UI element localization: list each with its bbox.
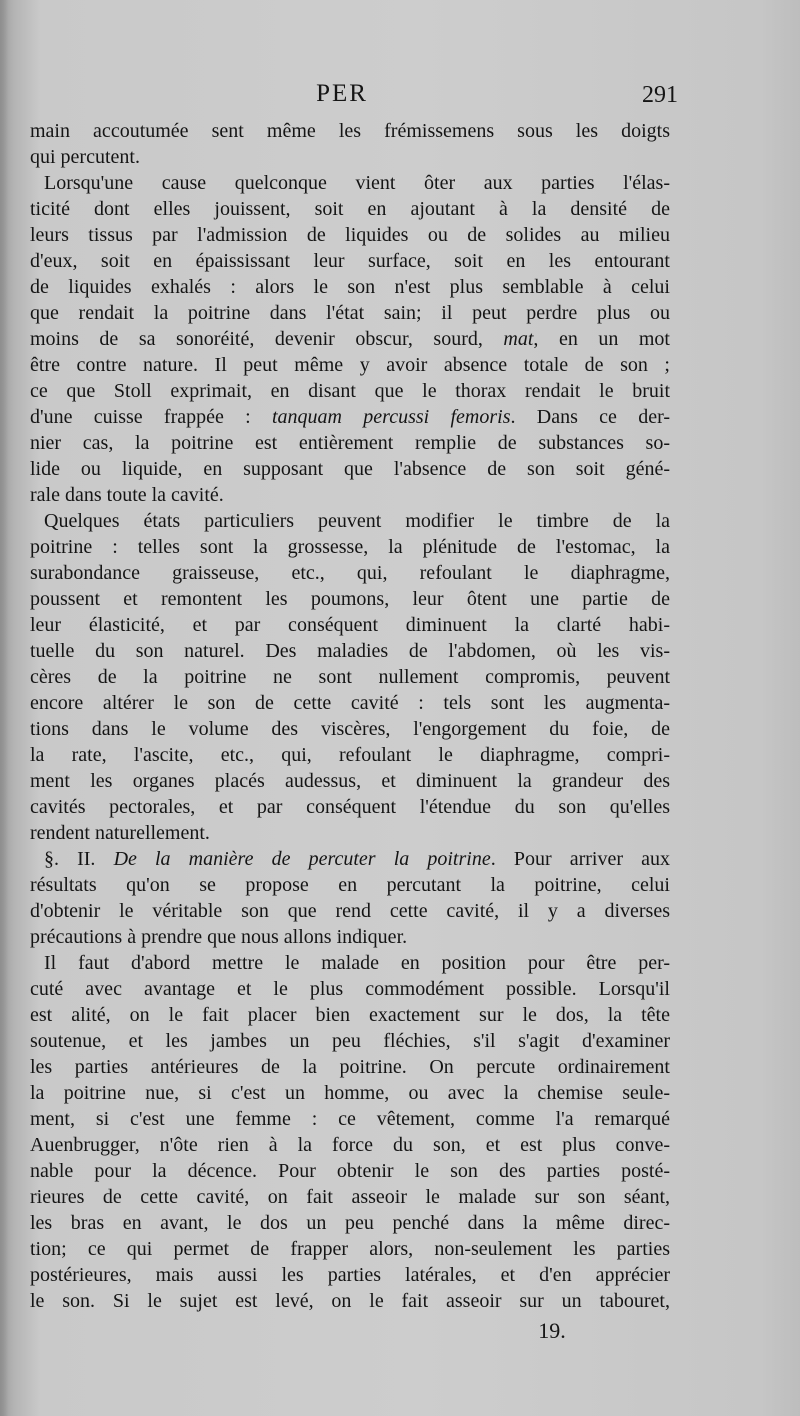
text-line: que rendait la poitrine dans l'état sain; il peut perdre plus ou	[30, 302, 670, 324]
text-line: rieures de cette cavité, on fait asseoir le malade sur son séant,	[30, 1186, 670, 1208]
text-line: ce que Stoll exprimait, en disant que le thorax rendait le bruit	[30, 380, 670, 402]
signature-mark: 19.	[538, 1318, 566, 1343]
text-line: les bras en avant, le dos un peu penché dans la même direc-	[30, 1212, 670, 1234]
text-line: leur élasticité, et par conséquent diminuent la clarté habi-	[30, 614, 670, 636]
body-text	[30, 118, 670, 1314]
text-line: nable pour la décence. Pour obtenir le son des parties posté-	[30, 1160, 670, 1182]
text-line: la rate, l'ascite, etc., qui, refoulant le diaphragme, compri-	[30, 744, 670, 766]
text-line: le son. Si le sujet est levé, on le fait asseoir sur un tabouret,	[30, 1290, 670, 1312]
text-line: d'eux, soit en épaississant leur surface, soit en les entourant	[30, 250, 670, 272]
page-header	[0, 80, 800, 114]
text-line: cavités pectorales, et par conséquent l'étendue du son qu'elles	[30, 796, 670, 818]
text-line: ticité dont elles jouissent, soit en ajoutant à la densité de	[30, 198, 670, 220]
text-line: poitrine : telles sont la grossesse, la plénitude de l'estomac, la	[30, 536, 670, 558]
text-line: postérieures, mais aussi les parties latérales, et d'en apprécier	[30, 1264, 670, 1286]
text-line: soutenue, et les jambes un peu fléchies, s'il s'agit d'examiner	[30, 1030, 670, 1052]
text-line: surabondance graisseuse, etc., qui, refoulant le diaphragme,	[30, 562, 670, 584]
text-line: poussent et remontent les poumons, leur ôtent une partie de	[30, 588, 670, 610]
text-line: précautions à prendre que nous allons indiquer.	[30, 926, 408, 948]
text-line: tion; ce qui permet de frapper alors, non-seulement les parties	[30, 1238, 670, 1260]
text-line: Il faut d'abord mettre le malade en position pour être per-	[44, 952, 670, 974]
text-line: lide ou liquide, en supposant que l'absence de son soit géné-	[30, 458, 670, 480]
text-line: les parties antérieures de la poitrine. On percute ordinairement	[30, 1056, 670, 1078]
page-gutter-shadow	[0, 0, 8, 1416]
text-line: leurs tissus par l'admission de liquides ou de solides au milieu	[30, 224, 670, 246]
text-line: cuté avec avantage et le plus commodément possible. Lorsqu'il	[30, 978, 670, 1000]
text-line: Lorsqu'une cause quelconque vient ôter aux parties l'élas-	[44, 172, 670, 194]
text-line: de liquides exhalés : alors le son n'est plus semblable à celui	[30, 276, 670, 298]
text-line: d'obtenir le véritable son que rend cette cavité, il y a diverses	[30, 900, 670, 922]
text-line: rale dans toute la cavité.	[30, 484, 224, 506]
text-line: tuelle du son naturel. Des maladies de l'abdomen, où les vis-	[30, 640, 670, 662]
running-head: PER	[316, 80, 368, 107]
text-line: cères de la poitrine ne sont nullement compromis, peuvent	[30, 666, 670, 688]
page-number: 291	[642, 82, 678, 108]
text-line: d'une cuisse frappée : tanquam percussi femoris. Dans ce der-	[30, 406, 670, 428]
text-line: la poitrine nue, si c'est un homme, ou avec la chemise seule-	[30, 1082, 670, 1104]
text-line: est alité, on le fait placer bien exactement sur le dos, la tête	[30, 1004, 670, 1026]
text-line: main accoutumée sent même les frémissemens sous les doigts	[30, 120, 670, 142]
text-line: rendent naturellement.	[30, 822, 210, 844]
text-line: résultats qu'on se propose en percutant la poitrine, celui	[30, 874, 670, 896]
text-line: être contre nature. Il peut même y avoir absence totale de son ;	[30, 354, 670, 376]
section-heading-line: §. II. De la manière de percuter la poitrine. Pour arriver aux	[44, 848, 670, 870]
text-line: Quelques états particuliers peuvent modifier le timbre de la	[44, 510, 670, 532]
text-line: tions dans le volume des viscères, l'engorgement du foie, de	[30, 718, 670, 740]
text-line: nier cas, la poitrine est entièrement remplie de substances so-	[30, 432, 670, 454]
text-line: ment les organes placés audessus, et diminuent la grandeur des	[30, 770, 670, 792]
text-line: encore altérer le son de cette cavité : tels sont les augmenta-	[30, 692, 670, 714]
text-line: ment, si c'est une femme : ce vêtement, comme l'a remarqué	[30, 1108, 670, 1130]
text-line: qui percutent.	[30, 146, 140, 168]
text-line: Auenbrugger, n'ôte rien à la force du son, et est plus conve-	[30, 1134, 670, 1156]
text-line: moins de sa sonoréité, devenir obscur, sourd, mat, en un mot	[30, 328, 670, 350]
